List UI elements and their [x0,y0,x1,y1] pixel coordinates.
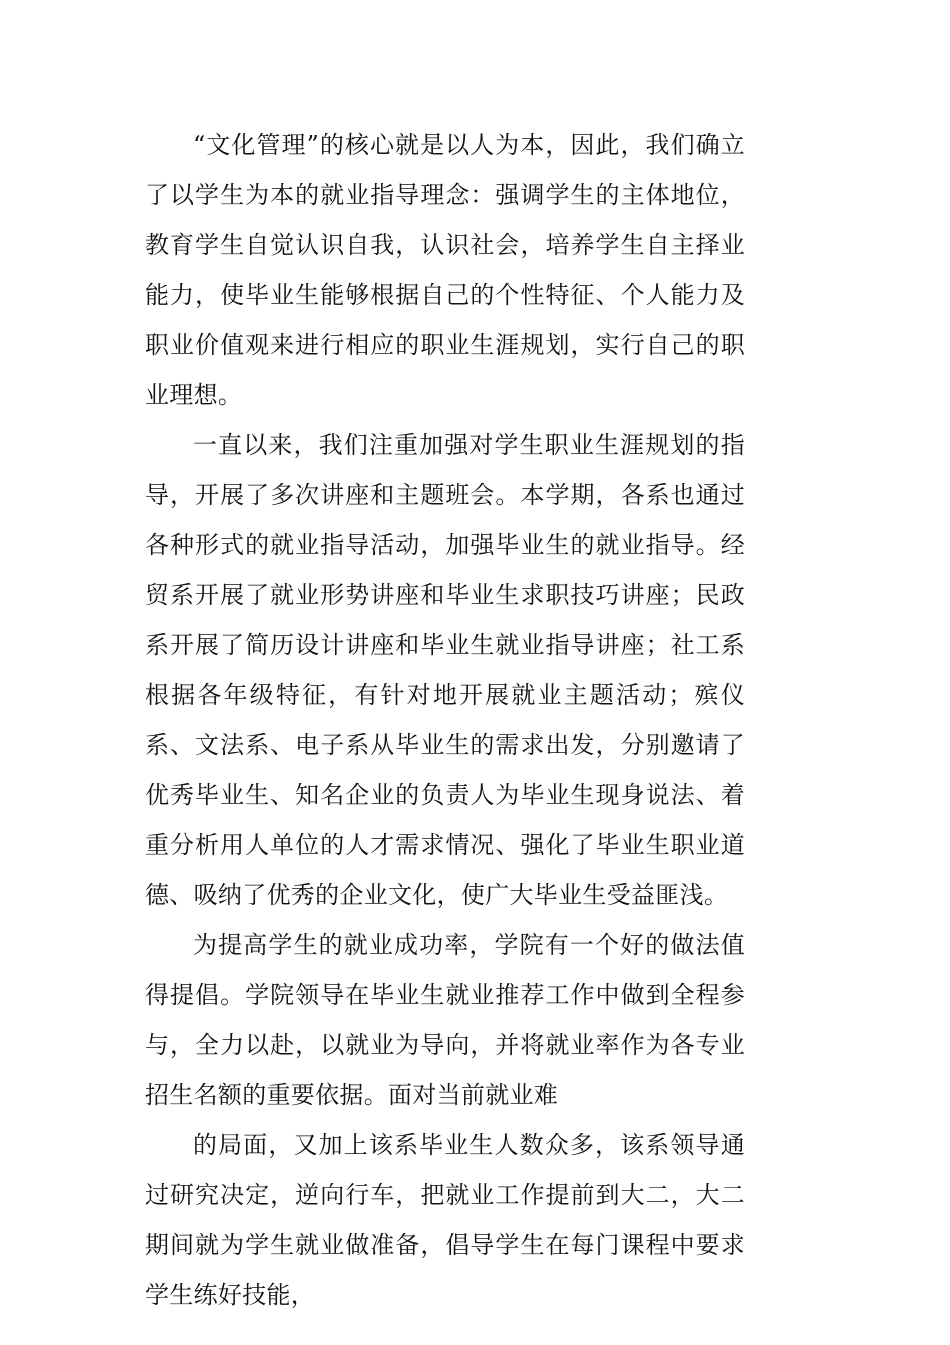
paragraph-3: 为提高学生的就业成功率，学院有一个好的做法值得提倡。学院领导在毕业生就业推荐工作中做到全程参与，全力以赴，以就业为导向，并将就业率作为各专业招生名额的重要依据。面对当前就业难 [145,931,745,1109]
document-body [145,120,745,1320]
paragraph-1: “文化管理”的核心就是以人为本，因此，我们确立了以学生为本的就业指导理念：强调学生的主体地位，教育学生自觉认识自我，认识社会，培养学生自主择业能力，使毕业生能够根据自己的个性特征、个人能力及职业价值观来进行相应的职业生涯规划，实行自己的职业理想。 [145,131,745,409]
paragraph-4: 的局面，又加上该系毕业生人数众多，该系领导通过研究决定，逆向行车，把就业工作提前到大二，大二期间就为学生就业做准备，倡导学生在每门课程中要求学生练好技能， [145,1131,745,1309]
paragraph-2: 一直以来，我们注重加强对学生职业生涯规划的指导，开展了多次讲座和主题班会。本学期，各系也通过各种形式的就业指导活动，加强毕业生的就业指导。经贸系开展了就业形势讲座和毕业生求职技巧讲座；民政系开展了简历设计讲座和毕业生就业指导讲座；社工系根据各年级特征，有针对地开展就业主题活动；殡仪系、文法系、电子系从毕业生的需求出发，分别邀请了优秀毕业生、知名企业的负责人为毕业生现身说法、着重分析用人单位的人才需求情况、强化了毕业生职业道德、吸纳了优秀的企业文化，使广大毕业生受益匪浅。 [145,431,745,909]
